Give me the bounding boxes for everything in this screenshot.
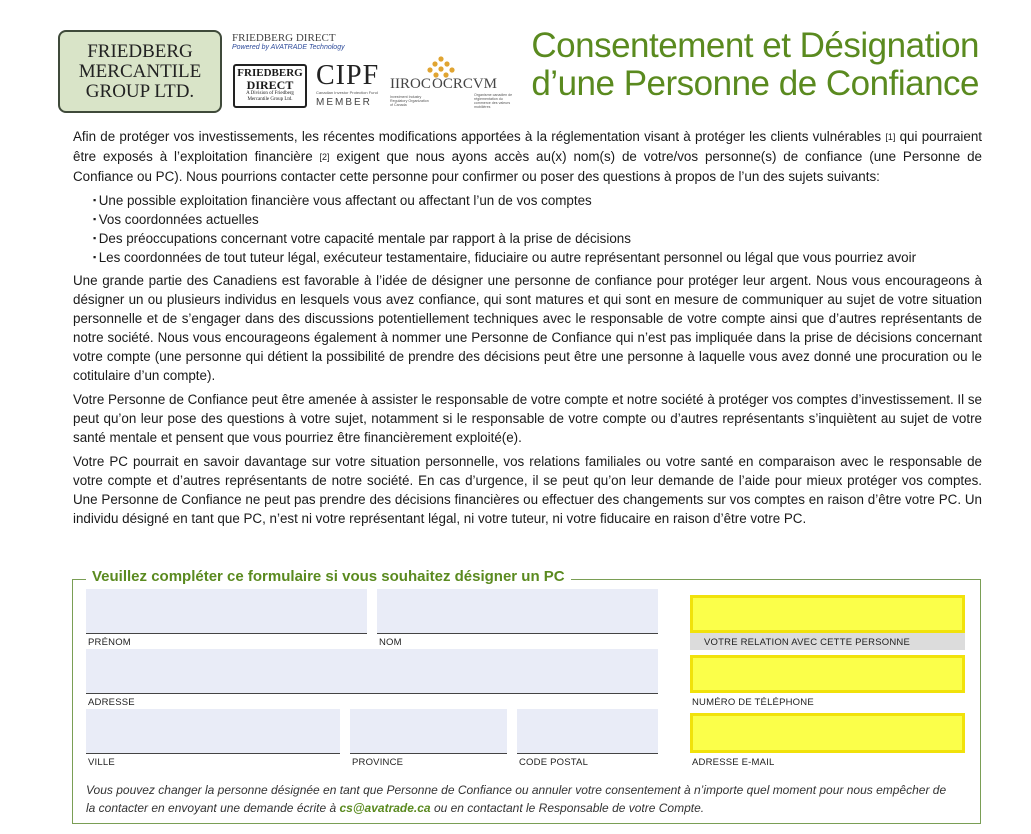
- phone-label: NUMÉRO DE TÉLÉPHONE: [692, 697, 814, 708]
- first-name-field[interactable]: [86, 589, 367, 634]
- city-label: VILLE: [88, 757, 115, 768]
- friedberg-direct-powered: Powered by AVATRADE Technology: [232, 44, 345, 51]
- postal-code-field[interactable]: [517, 709, 658, 754]
- logo-line-3: GROUP LTD.: [85, 80, 195, 102]
- city-field[interactable]: [86, 709, 340, 754]
- friedberg-direct-title: FRIEDBERG DIRECT: [232, 32, 336, 44]
- title-line-1: Consentement et Désignation: [531, 26, 979, 65]
- support-email-link[interactable]: cs@avatrade.ca: [339, 801, 431, 815]
- cipf-subtitle: Canadian Investor Protection Fund: [316, 90, 378, 95]
- list-item: ▪ Une possible exploitation financière vous affectant ou affectant l’un de vos comptes: [93, 191, 982, 210]
- email-label: ADRESSE E-MAIL: [692, 757, 775, 768]
- footnote-ref-1: [1]: [885, 132, 896, 142]
- title-line-2: d’une Personne de Confiance: [531, 64, 979, 103]
- ocrcvm-subtitle: Organisme canadien de réglementation du commerce des valeurs mobilières: [474, 93, 513, 109]
- list-item: ▪ Des préoccupations concernant votre capacité mentale par rapport à la prise de décisions: [93, 229, 982, 248]
- logo-line-2: MERCANTILE: [78, 60, 202, 82]
- topic-list: [73, 191, 982, 267]
- last-name-label: NOM: [379, 637, 402, 648]
- friedberg-direct-logo: [233, 64, 307, 108]
- logo-line-1: FRIEDBERG: [87, 40, 193, 62]
- form-legend: Veuillez compléter ce formulaire si vous souhaitez désigner un PC: [86, 568, 571, 585]
- fd-box-line-3: A Division of Friedberg Mercantile Group Ltd.: [246, 91, 294, 102]
- footnote-ref-2: [2]: [319, 152, 330, 162]
- p1-part-a: Afin de protéger vos investissements, les récentes modifications apportées à la réglementation visant à protéger les clients vulnérables: [73, 129, 886, 144]
- province-label: PROVINCE: [352, 757, 404, 768]
- postal-code-label: CODE POSTAL: [519, 757, 589, 768]
- phone-field[interactable]: [690, 655, 965, 693]
- note-part-b: ou en contactant le Responsable de votre Compte.: [430, 801, 705, 815]
- fd-box-line-1: FRIEDBERG: [237, 67, 303, 79]
- friedberg-mercantile-logo: [58, 30, 222, 113]
- p1-part-c: exigent que nous ayons accès au(x) nom(s) de votre/vos personne(s) de confiance (une Personne de Confiance ou PC). Nous pourrions contacter cette personne pour confirmer ou poser des questions à propos de l’un des sujets suivants:: [73, 149, 982, 184]
- address-label: ADRESSE: [88, 697, 135, 708]
- intro-paragraph-2: Une grande partie des Canadiens est favorable à l’idée de désigner une personne de confiance pour protéger leur argent. Nous vous encourageons à désigner un ou plusieurs individus en lesquels vous avez confiance, qui sont matures et qui sont en mesure de communiquer au sujet de votre situation personnelle et de s’engager dans des discussions potentiellement techniques avec le responsable de votre compte ainsi que d’autres représentants de notre société. Nous vous encourageons également à nommer une Personne de Confiance qui n’est pas impliquée dans la prise de décisions concernant votre compte (une personne qui détient la possibilité de prendre des décisions peut être une personne à laquelle vous avez donné une procuration ou le cotitulaire d’un compte).: [73, 273, 982, 383]
- note-part-a: Vous pouvez changer la personne désignée en tant que Personne de Confiance ou annuler votre consentement à n’importe quel moment pour nous empêcher de la contacter en envoyant une demande écrite à: [86, 783, 947, 815]
- ocrcvm-logo: OCRCVM: [432, 76, 498, 92]
- province-field[interactable]: [350, 709, 507, 754]
- intro-paragraph-3: Votre Personne de Confiance peut être amenée à assister le responsable de votre compte et notre société à protéger vos comptes d’investissement. Il se peut qu’on leur pose des questions à votre sujet, notamment si le responsable de votre compte ou d’autres représentants s’inquiètent au sujet de votre santé mentale et pensent que vous pourriez être financièrement exploité(e).: [73, 392, 982, 445]
- address-field[interactable]: [86, 649, 658, 694]
- intro-paragraph-1: [73, 127, 982, 186]
- p1-part-b: qui pourraient être exposés à l’exploitation financière: [73, 129, 982, 164]
- intro-text: [73, 127, 982, 533]
- cipf-logo: CIPF: [316, 60, 380, 91]
- iiroc-logo: IIROC: [390, 76, 431, 92]
- cipf-member: MEMBER: [316, 97, 372, 108]
- list-item: ▪ Les coordonnées de tout tuteur légal, exécuteur testamentaire, fiduciaire ou autre représentant personnel ou légal que vous pourriez avoir: [93, 248, 982, 267]
- relation-label: VOTRE RELATION AVEC CETTE PERSONNE: [704, 637, 910, 648]
- email-field[interactable]: [690, 713, 965, 753]
- list-item: ▪ Vos coordonnées actuelles: [93, 210, 982, 229]
- fd-box-line-2: DIRECT: [246, 78, 294, 92]
- last-name-field[interactable]: [377, 589, 658, 634]
- first-name-label: PRÉNOM: [88, 637, 131, 648]
- iiroc-subtitle: Investment Industry Regulatory Organization of Canada: [390, 95, 429, 107]
- page-title: [531, 27, 979, 103]
- consent-note: [86, 781, 956, 817]
- intro-paragraph-4: Votre PC pourrait en savoir davantage sur votre situation personnelle, vos relations familiales ou votre santé en comparaison avec le responsable de votre compte et d’autres représentants de notre société. En cas d’urgence, il se peut qu’on leur demande de l’aide pour mieux protéger vos comptes. Une Personne de Confiance ne peut pas prendre des décisions financières ou effectuer des changements sur vos comptes en raison d’être votre PC. Un individu désigné en tant que PC, n’est ni votre représentant légal, ni votre tuteur, ni votre fiducaire en raison d’être votre PC.: [73, 454, 982, 526]
- relation-field[interactable]: [690, 595, 965, 633]
